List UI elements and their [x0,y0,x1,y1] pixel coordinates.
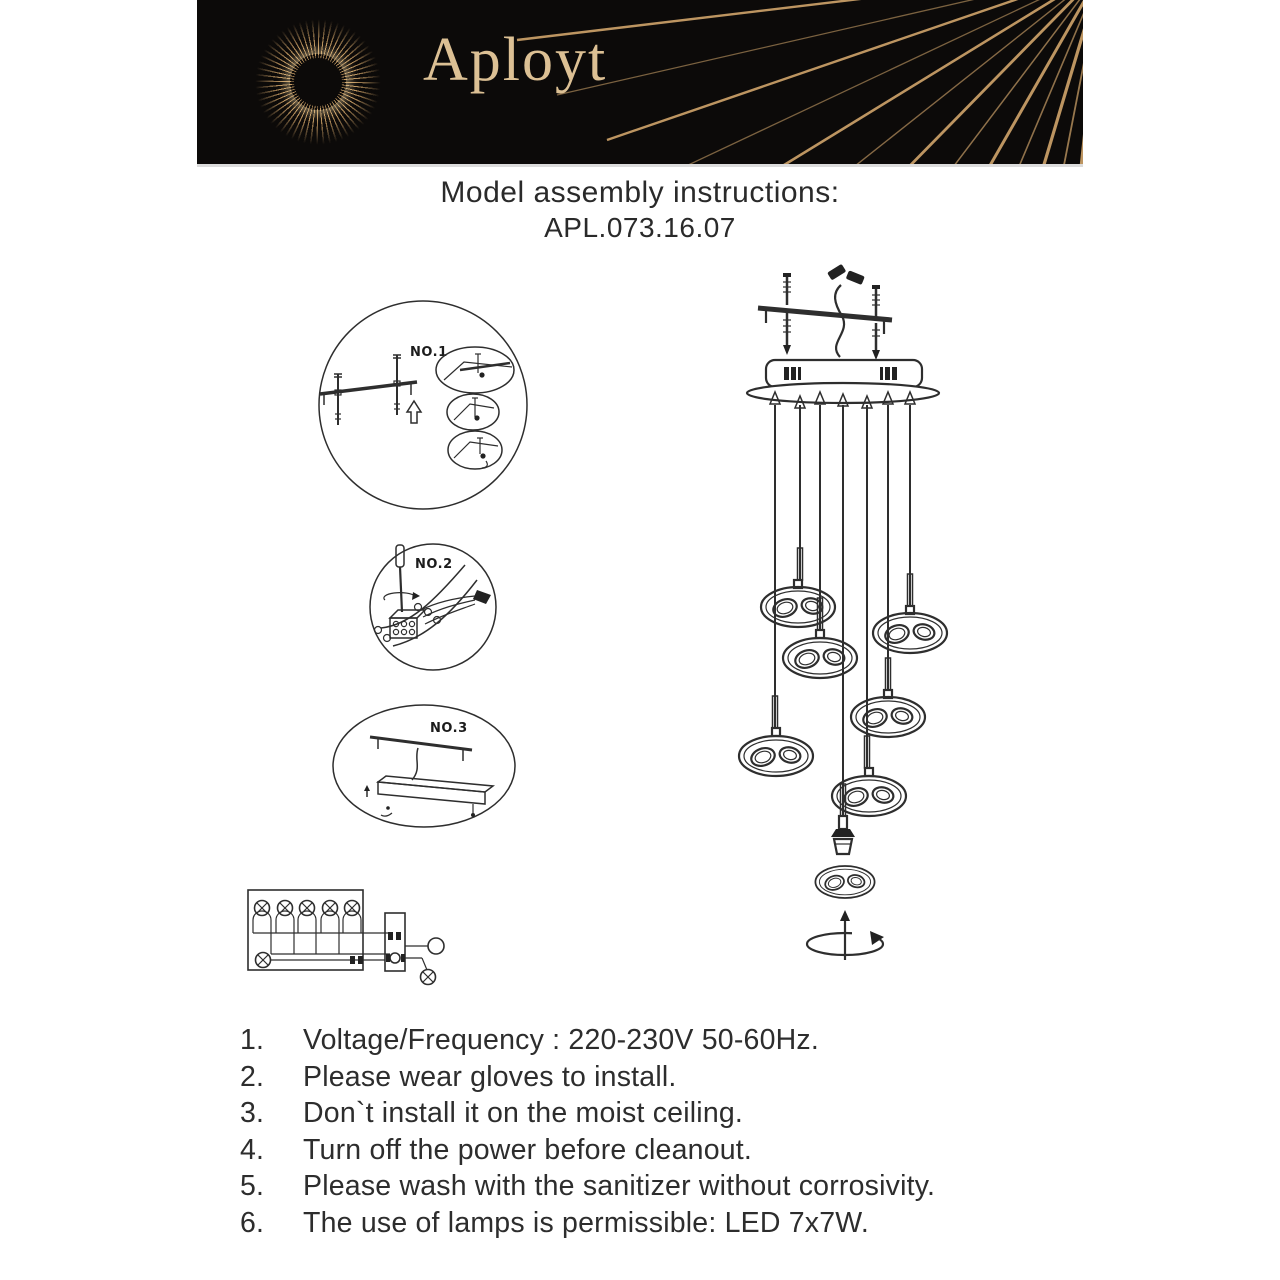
instruction-number: 6. [240,1206,265,1239]
diagram-no1-inset-2 [447,394,499,430]
brand-wordmark: Aployt [423,26,608,94]
instruction-text: The use of lamps is permissible: LED 7x7W. [303,1206,869,1239]
diagram-no2-wiring-connect [365,540,505,674]
chandelier-drawing [700,260,990,980]
lampshade-1 [761,580,835,627]
brand-banner [197,0,1083,164]
instruction-number: 3. [240,1097,265,1130]
detached-lampshade [815,866,874,898]
instruction-text: Please wash with the sanitizer without corrosivity. [303,1170,936,1203]
lampshade-5 [739,728,813,776]
instruction-item [240,1168,1080,1205]
lampshade-4 [851,690,925,737]
instruction-item [240,1095,1080,1132]
diagram-no3-label: NO.3 [430,721,468,736]
instruction-item [240,1132,1080,1169]
starburst-logo-icon [252,16,384,148]
instruction-text: Don`t install it on the moist ceiling. [303,1097,744,1130]
instruction-item [240,1205,1080,1242]
instruction-list [240,1022,1080,1242]
lamp-socket [831,816,855,854]
diagram-no1-inset-3 [448,431,502,469]
lamp-symbols [253,901,361,934]
instruction-number: 1. [240,1024,265,1056]
instruction-number: 4. [240,1133,265,1166]
instruction-text: Please wear gloves to install. [303,1060,677,1093]
instruction-item [240,1022,1080,1059]
wiring-schematic [240,880,460,1000]
diagram-no1-label: NO.1 [410,345,448,360]
diagram-no1-mounting [312,296,534,514]
lampshade-3 [873,606,947,653]
instruction-item [240,1059,1080,1096]
diagram-no1-inset-1 [436,347,514,393]
instruction-text: Voltage/Frequency : 220-230V 50-60Hz. [303,1024,819,1056]
mounting-bar [758,264,892,360]
diagram-no2-label: NO.2 [415,557,453,572]
rotation-arrow-icon [807,910,884,960]
model-number: APL.073.16.07 [544,212,736,243]
page-title: Model assembly instructions: [440,176,840,209]
instruction-number: 2. [240,1060,265,1093]
lampshade-2 [783,630,857,678]
canopy [747,360,939,403]
diagram-no3-canopy [330,700,520,832]
instruction-number: 5. [240,1170,265,1203]
instruction-text: Turn off the power before cleanout. [303,1133,753,1166]
